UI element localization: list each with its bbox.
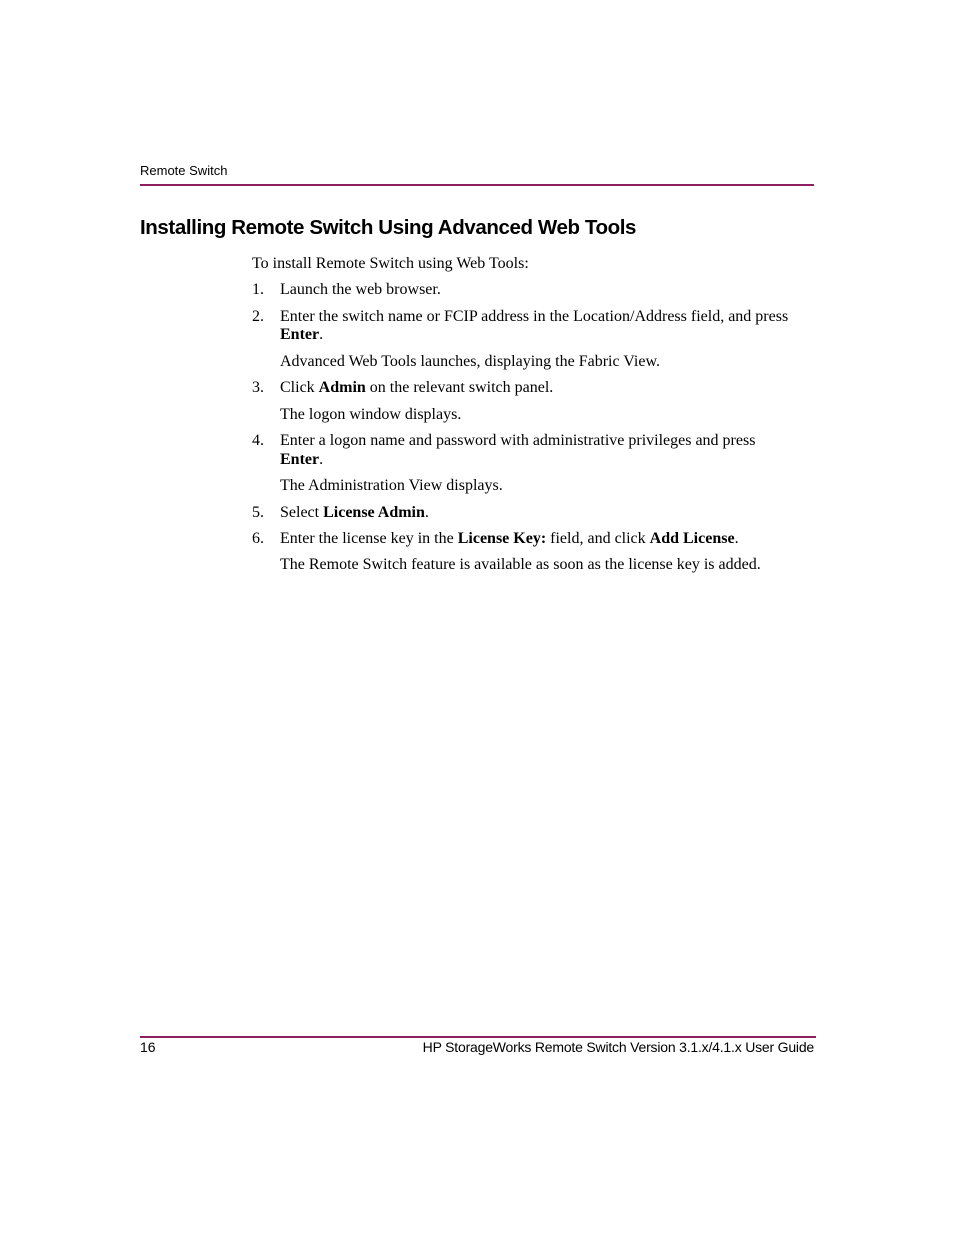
- header-rule: [140, 184, 814, 186]
- step-text: Enter the switch name or FCIP address in the Location/Address field, and press Enter.: [280, 307, 789, 343]
- step-text: Enter the license key in the License Key: field, and click Add License.: [280, 530, 739, 547]
- ui-term: Enter: [280, 450, 320, 468]
- ui-term: Admin: [318, 379, 366, 396]
- step-number: 3.: [252, 379, 264, 396]
- step-2: [252, 308, 802, 372]
- step-5: [252, 504, 802, 523]
- step-text: Click Admin on the relevant switch panel.: [280, 379, 554, 396]
- step-number: 6.: [252, 530, 264, 547]
- step-3: [252, 379, 802, 424]
- step-text: Select License Admin.: [280, 503, 429, 521]
- step-text: Launch the web browser.: [280, 281, 441, 298]
- step-result: The Remote Switch feature is available as soon as the license key is added.: [280, 555, 761, 573]
- step-result: The logon window displays.: [280, 405, 462, 423]
- ui-term: License Admin: [323, 503, 425, 521]
- ui-term: Enter: [280, 326, 320, 343]
- steps-list: [252, 281, 802, 574]
- step-4: [252, 432, 802, 496]
- step-number: 2.: [252, 307, 264, 325]
- step-6: [252, 530, 802, 574]
- intro-text: To install Remote Switch using Web Tools:: [252, 255, 529, 272]
- section-heading: Installing Remote Switch Using Advanced Web Tools: [140, 216, 637, 239]
- ui-term: License Key:: [457, 530, 547, 547]
- page-number: 16: [140, 1039, 156, 1055]
- step-number: 4.: [252, 432, 264, 449]
- footer-doc-title: HP StorageWorks Remote Switch Version 3.1.x/4.1.x User Guide: [422, 1039, 814, 1055]
- step-number: 5.: [252, 503, 264, 521]
- step-text: Enter a logon name and password with administrative privileges and press Enter.: [280, 432, 756, 468]
- step-number: 1.: [252, 281, 264, 298]
- step-result: Advanced Web Tools launches, displaying the Fabric View.: [280, 352, 660, 370]
- step-1: [252, 281, 802, 300]
- step-result: The Administration View displays.: [280, 477, 503, 494]
- running-header: Remote Switch: [140, 163, 228, 178]
- footer-rule: [140, 1036, 816, 1038]
- ui-term: Add License: [649, 530, 735, 547]
